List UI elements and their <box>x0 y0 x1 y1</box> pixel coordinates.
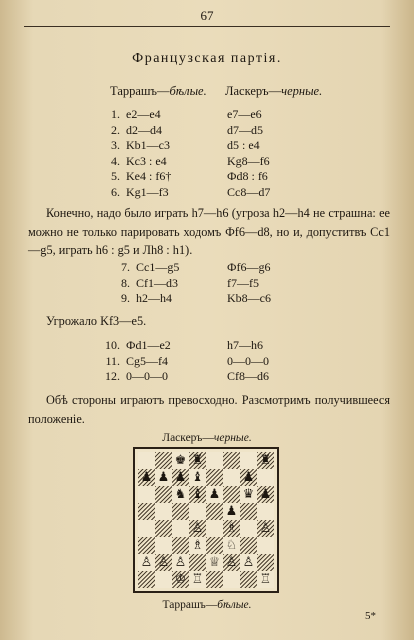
move-number: 2. <box>111 122 120 137</box>
board-square <box>138 452 155 469</box>
black-move: e7—e6 <box>227 107 262 121</box>
chess-piece: ♟ <box>208 487 221 502</box>
move-row <box>92 338 352 354</box>
move-row <box>92 154 352 170</box>
board-square <box>240 469 257 486</box>
black-move: Фd8 : f6 <box>227 169 268 183</box>
move-number: 4. <box>111 153 120 168</box>
board-square <box>240 452 257 469</box>
board-square <box>172 537 189 554</box>
board-square <box>257 469 274 486</box>
chess-piece: ♔ <box>174 572 187 587</box>
board-square <box>189 503 206 520</box>
chess-piece: ♜ <box>191 453 204 468</box>
board-square <box>138 537 155 554</box>
board-square <box>172 452 189 469</box>
move-number: 1. <box>111 107 120 121</box>
black-move: Cc8—d7 <box>227 184 271 199</box>
board-square <box>155 503 172 520</box>
board-square <box>206 554 223 571</box>
white-move: 0—0—0 <box>126 369 168 383</box>
white-move: Cg5—f4 <box>126 353 168 368</box>
black-move: h7—h6 <box>227 338 263 352</box>
board-square <box>138 469 155 486</box>
chess-piece: ♝ <box>191 470 204 485</box>
board-square <box>206 469 223 486</box>
move-row <box>92 185 352 201</box>
chess-piece: ♝ <box>191 487 204 502</box>
board-square <box>189 571 206 588</box>
black-move: 0—0—0 <box>227 353 269 368</box>
diagram-bottom-role: бѣлые. <box>217 599 252 611</box>
chess-piece: ♟ <box>174 470 187 485</box>
black-move: Cf8—d6 <box>227 369 269 383</box>
board-square <box>189 554 206 571</box>
diagram-bottom-name: Таррашъ— <box>162 599 218 611</box>
board-square <box>206 486 223 503</box>
game-title: Французская партія. <box>132 51 282 66</box>
board-square <box>240 537 257 554</box>
board-square <box>155 520 172 537</box>
black-player <box>225 84 322 99</box>
moves-block-2 <box>102 260 362 307</box>
commentary-3: Обѣ стороны играютъ превосходно. Разсмотримъ получившееся положеніе. <box>28 393 390 426</box>
board-square <box>172 486 189 503</box>
commentary-1: Конечно, надо было играть h7—h6 (угроза h2—h4 не страшна: ее можно не только парировать ходомъ Фf6—d8, но и, допуститвъ Cc1—g5, играть h6 : g5 и Лh8 : h1). <box>28 206 390 257</box>
moves-block-1 <box>92 107 352 200</box>
move-row <box>102 276 362 292</box>
chess-piece: ♜ <box>259 453 272 468</box>
board-square <box>172 503 189 520</box>
chess-piece: ♗ <box>225 521 238 536</box>
chess-piece: ♟ <box>242 470 255 485</box>
board-square <box>155 571 172 588</box>
chess-piece: ♟ <box>259 487 272 502</box>
black-move: d7—d5 <box>227 122 263 137</box>
chess-piece: ♟ <box>140 470 153 485</box>
board-square <box>206 503 223 520</box>
board-square <box>206 571 223 588</box>
white-move: Cf1—d3 <box>136 275 178 290</box>
chess-piece: ♘ <box>225 538 238 553</box>
board-square <box>138 571 155 588</box>
board-square <box>257 520 274 537</box>
white-player-role: бѣлые. <box>169 84 207 98</box>
board-square <box>138 520 155 537</box>
move-number: 5. <box>111 169 120 183</box>
chess-piece: ♙ <box>140 555 153 570</box>
header-rule <box>24 26 390 27</box>
white-player-name: Таррашъ— <box>110 84 170 98</box>
move-number: 8. <box>121 275 130 290</box>
diagram-top-caption <box>0 432 414 444</box>
black-move: f7—f5 <box>227 275 259 290</box>
board-square <box>240 554 257 571</box>
board-square <box>257 452 274 469</box>
board-square <box>189 452 206 469</box>
board-square <box>223 554 240 571</box>
chess-piece: ♟ <box>225 504 238 519</box>
move-number: 6. <box>111 184 120 199</box>
board-square <box>172 469 189 486</box>
chess-piece: ♞ <box>174 487 187 502</box>
diagram-top-name: Ласкеръ— <box>162 432 214 444</box>
white-move: Cc1—g5 <box>136 260 180 274</box>
chess-board <box>138 452 274 588</box>
diagram-top-role: черные. <box>213 432 252 444</box>
chess-piece: ♙ <box>225 555 238 570</box>
chess-piece: ♙ <box>242 555 255 570</box>
board-square <box>223 503 240 520</box>
move-row <box>92 369 352 385</box>
page-number: 67 <box>200 8 214 23</box>
board-square <box>257 503 274 520</box>
board-square <box>257 554 274 571</box>
board-square <box>257 537 274 554</box>
board-square <box>138 554 155 571</box>
chess-piece: ♛ <box>242 487 255 502</box>
white-move: d2—d4 <box>126 122 162 137</box>
board-square <box>257 571 274 588</box>
chess-piece: ♗ <box>191 538 204 553</box>
board-square <box>172 520 189 537</box>
chess-piece: ♖ <box>259 572 272 587</box>
chess-piece: ♖ <box>191 572 204 587</box>
board-square <box>223 486 240 503</box>
board-square <box>223 469 240 486</box>
white-move: Kg1—f3 <box>126 184 169 199</box>
chess-piece: ♕ <box>208 555 221 570</box>
board-square <box>155 452 172 469</box>
move-row <box>92 123 352 139</box>
board-square <box>138 503 155 520</box>
black-move: Kb8—c6 <box>227 291 271 305</box>
black-move: Kg8—f6 <box>227 153 270 168</box>
move-number: 12. <box>105 369 120 383</box>
board-square <box>240 486 257 503</box>
move-row <box>102 260 362 276</box>
move-number: 10. <box>105 338 120 352</box>
black-player-name: Ласкеръ— <box>225 84 282 98</box>
white-move: Kb1—c3 <box>126 138 170 152</box>
move-number: 11. <box>105 353 120 368</box>
board-square <box>138 486 155 503</box>
white-move: Kc3 : e4 <box>126 153 167 168</box>
move-number: 7. <box>121 260 130 274</box>
board-square <box>240 503 257 520</box>
white-player <box>110 84 207 99</box>
chess-piece: ♙ <box>174 555 187 570</box>
move-number: 3. <box>111 138 120 152</box>
board-square <box>155 537 172 554</box>
white-move: Фd1—e2 <box>126 338 171 352</box>
chess-piece: ♙ <box>191 521 204 536</box>
board-square <box>155 486 172 503</box>
board-square <box>189 520 206 537</box>
board-square <box>240 571 257 588</box>
move-row <box>102 291 362 307</box>
board-square <box>155 469 172 486</box>
commentary-2: Угрожало Kf3—e5. <box>46 314 147 328</box>
moves-block-3 <box>92 338 352 385</box>
signature-mark: 5* <box>365 610 376 622</box>
board-square <box>206 537 223 554</box>
board-square <box>240 520 257 537</box>
white-move: h2—h4 <box>136 291 172 305</box>
move-row <box>92 354 352 370</box>
board-square <box>223 537 240 554</box>
chess-diagram <box>133 447 279 593</box>
chess-piece: ♚ <box>174 453 187 468</box>
board-square <box>189 469 206 486</box>
move-row <box>92 107 352 123</box>
chess-piece: ♟ <box>157 470 170 485</box>
board-square <box>223 571 240 588</box>
board-square <box>206 520 223 537</box>
board-square <box>189 537 206 554</box>
black-move: Фf6—g6 <box>227 260 271 274</box>
diagram-bottom-caption <box>0 599 414 611</box>
board-square <box>223 520 240 537</box>
board-square <box>257 486 274 503</box>
board-square <box>189 486 206 503</box>
board-square <box>223 452 240 469</box>
move-row <box>92 169 352 185</box>
board-square <box>155 554 172 571</box>
chess-piece: ♙ <box>157 555 170 570</box>
white-move: e2—e4 <box>126 107 161 121</box>
board-square <box>206 452 223 469</box>
white-move: Ke4 : f6† <box>126 169 172 183</box>
board-square <box>172 554 189 571</box>
move-row <box>92 138 352 154</box>
black-move: d5 : e4 <box>227 138 260 152</box>
chess-piece: ♙ <box>259 521 272 536</box>
black-player-role: черные. <box>281 84 323 98</box>
move-number: 9. <box>121 291 130 305</box>
board-square <box>172 571 189 588</box>
